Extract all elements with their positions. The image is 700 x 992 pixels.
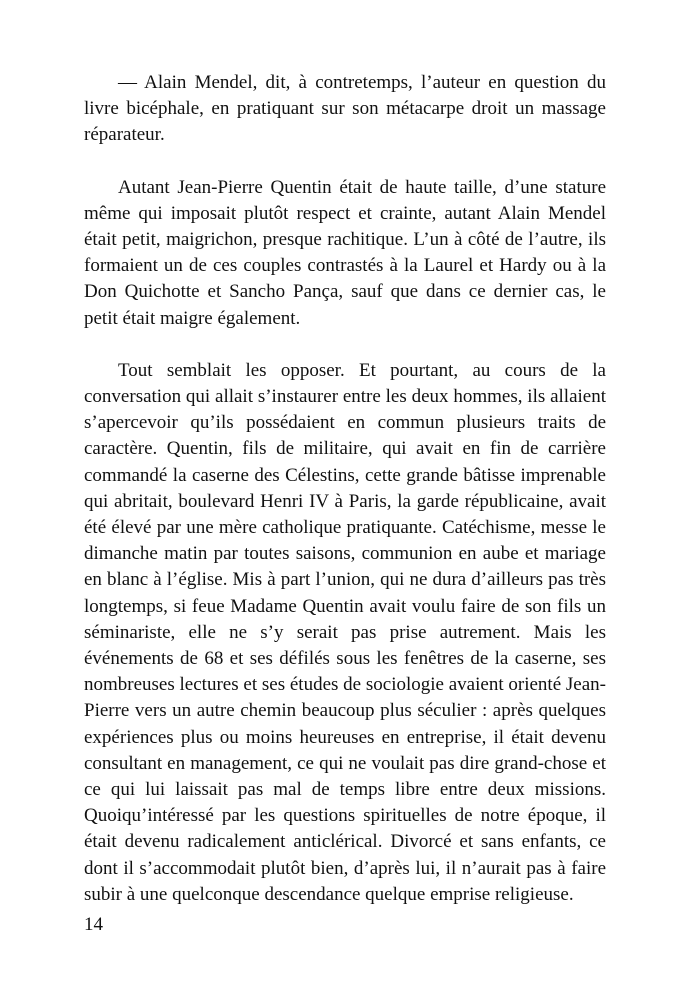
paragraph-description: Autant Jean-Pierre Quentin était de haute taille, d’une stature même qui imposait plutôt respect et crainte, autant Alain Mendel était petit, maigrichon, presque rachitique. L’un à côté de l’autre, ils formaient un de ces couples contrastés à la Laurel et Hardy ou à la Don Quichotte et Sancho Pança, sauf que dans ce dernier cas, le petit était maigre également. bbox=[84, 176, 606, 329]
paragraph-background: Tout semblait les opposer. Et pourtant, au cours de la conversation qui allait s’instaurer entre les deux hommes, ils allaient s’apercevoir qu’ils possédaient en commun plusieurs traits de caractère. Quentin, fils de militaire, qui avait en fin de carrière commandé la caserne des Célestins, cette grande bâtisse imprenable qui abritait, boulevard Henri IV à Paris, la garde républicaine, avait été élevé par une mère catholique pratiquante. Catéchisme, messe le dimanche matin par toutes saisons, communion en aube et mariage en blanc à l’église. Mis à part l’union, qui ne dura d’ailleurs pas très longtemps, si feue Madame Quentin avait voulu faire de son fils un séminariste, elle ne s’y serait pas prise autrement. Mais les événements de 68 et ses défilés sous les fenêtres de la caserne, ses nombreuses lectures et ses études de sociologie avaient orienté Jean-Pierre vers un autre chemin beaucoup plus séculier : après quelques expériences plus ou moins heureuses en entreprise, il était devenu consultant en management, ce qui ne voulait pas dire grand-chose et ce qui lui laissait pas mal de temps libre entre deux missions. Quoiqu’intéressé par les questions spirituelles de notre époque, il était devenu radicalement anticlérical. Divorcé et sans enfants, ce dont il s’accommodait plutôt bien, d’après lui, il n’aurait pas à faire subir à une quelconque descendance quelque emprise religieuse. bbox=[84, 359, 606, 905]
body-text bbox=[84, 70, 606, 908]
paragraph-dialogue: — Alain Mendel, dit, à contretemps, l’auteur en question du livre bicéphale, en pratiquant sur son métacarpe droit un massage réparateur. bbox=[84, 72, 606, 146]
page-number: 14 bbox=[84, 914, 103, 935]
